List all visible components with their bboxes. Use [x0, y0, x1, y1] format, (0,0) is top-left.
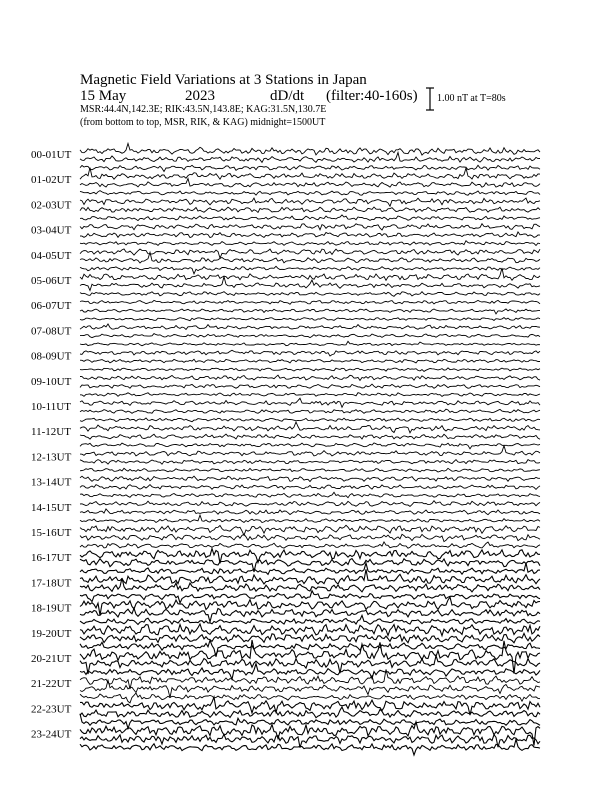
trace-rik — [80, 384, 540, 388]
hour-label: 06-07UT — [31, 300, 72, 313]
order-line: (from bottom to top, MSR, RIK, & KAG) midnight=1500UT — [80, 117, 326, 128]
trace-msr — [80, 492, 540, 497]
quantity-label: dD/dt — [270, 88, 305, 104]
hour-label: 00-01UT — [31, 149, 72, 161]
trace-kag — [80, 375, 540, 380]
trace-rik — [80, 232, 540, 238]
trace-msr — [80, 292, 540, 297]
trace-msr — [80, 693, 540, 703]
trace-rik — [80, 207, 540, 212]
trace-kag — [80, 476, 540, 481]
trace-rik — [80, 334, 540, 338]
hour-label: 10-11UT — [31, 401, 71, 413]
trace-rik — [80, 460, 540, 465]
trace-rik — [80, 309, 540, 314]
trace-kag — [80, 569, 540, 584]
trace-msr — [80, 191, 540, 196]
trace-kag — [80, 350, 540, 356]
trace-kag — [80, 525, 540, 535]
date-day-month: 15 May — [80, 88, 127, 104]
hour-label: 15-16UT — [31, 527, 72, 539]
trace-rik — [80, 153, 540, 163]
trace-rik — [80, 509, 540, 515]
hour-label: 16-17UT — [31, 552, 72, 565]
chart-title: Magnetic Field Variations at 3 Stations in Japan — [80, 72, 367, 88]
hour-label: 14-15UT — [31, 501, 72, 514]
hour-label: 02-03UT — [31, 199, 72, 212]
trace-rik — [80, 485, 540, 490]
hour-label: 17-18UT — [31, 577, 72, 590]
trace-rik — [80, 409, 540, 413]
hour-label: 08-09UT — [31, 350, 72, 363]
trace-msr — [80, 468, 540, 472]
trace-msr — [80, 542, 540, 548]
hour-label: 19-20UT — [31, 627, 72, 640]
trace-rik — [80, 359, 540, 363]
trace-msr — [80, 714, 540, 729]
trace-kag — [80, 224, 540, 230]
hour-label: 18-19UT — [31, 602, 72, 615]
trace-kag — [80, 300, 540, 304]
hour-label: 23-24UT — [31, 728, 72, 741]
trace-rik — [80, 578, 540, 592]
trace-msr — [80, 443, 540, 449]
trace-kag — [80, 143, 540, 155]
hour-label: 13-14UT — [31, 476, 72, 489]
trace-msr — [80, 615, 540, 624]
trace-msr — [80, 515, 540, 522]
hour-label: 22-23UT — [31, 703, 72, 716]
trace-msr — [80, 739, 540, 755]
hour-label: 03-04UT — [31, 224, 72, 237]
hour-label: 04-05UT — [31, 249, 72, 262]
trace-msr — [80, 664, 540, 680]
trace-kag — [80, 422, 540, 433]
trace-msr — [80, 418, 540, 422]
trace-msr — [80, 266, 540, 274]
trace-msr — [80, 393, 540, 397]
trace-msr — [80, 241, 540, 246]
trace-kag — [80, 624, 540, 636]
trace-rik — [80, 633, 540, 642]
hour-label: 09-10UT — [31, 375, 72, 388]
trace-msr — [80, 341, 540, 345]
date-year: 2023 — [185, 88, 215, 104]
trace-msr — [80, 215, 540, 221]
trace-kag — [80, 168, 540, 180]
filter-label: (filter:40-160s) — [326, 88, 418, 104]
hour-label: 11-12UT — [31, 426, 71, 439]
scale-label: 1.00 nT at T=80s — [437, 93, 506, 104]
trace-kag — [80, 198, 540, 206]
trace-msr — [80, 318, 540, 321]
trace-rik — [80, 434, 540, 439]
hour-label: 01-02UT — [31, 174, 72, 187]
trace-rik — [80, 734, 540, 747]
trace-msr — [80, 165, 540, 171]
trace-kag — [80, 501, 540, 507]
hour-label: 07-08UT — [31, 325, 72, 338]
hour-label: 12-13UT — [31, 451, 72, 464]
stations-line: MSR:44.4N,142.3E; RIK:43.5N,143.8E; KAG:31.5N,130.7E — [80, 104, 327, 115]
hour-label: 21-22UT — [31, 678, 72, 691]
trace-rik — [80, 534, 540, 541]
hour-label: 20-21UT — [31, 653, 72, 665]
trace-msr — [80, 368, 540, 372]
trace-kag — [80, 398, 540, 407]
trace-msr — [80, 591, 540, 603]
trace-kag — [80, 268, 540, 280]
trace-kag — [80, 722, 540, 746]
trace-kag — [80, 324, 540, 330]
trace-rik — [80, 179, 540, 188]
hour-label: 05-06UT — [31, 275, 72, 287]
